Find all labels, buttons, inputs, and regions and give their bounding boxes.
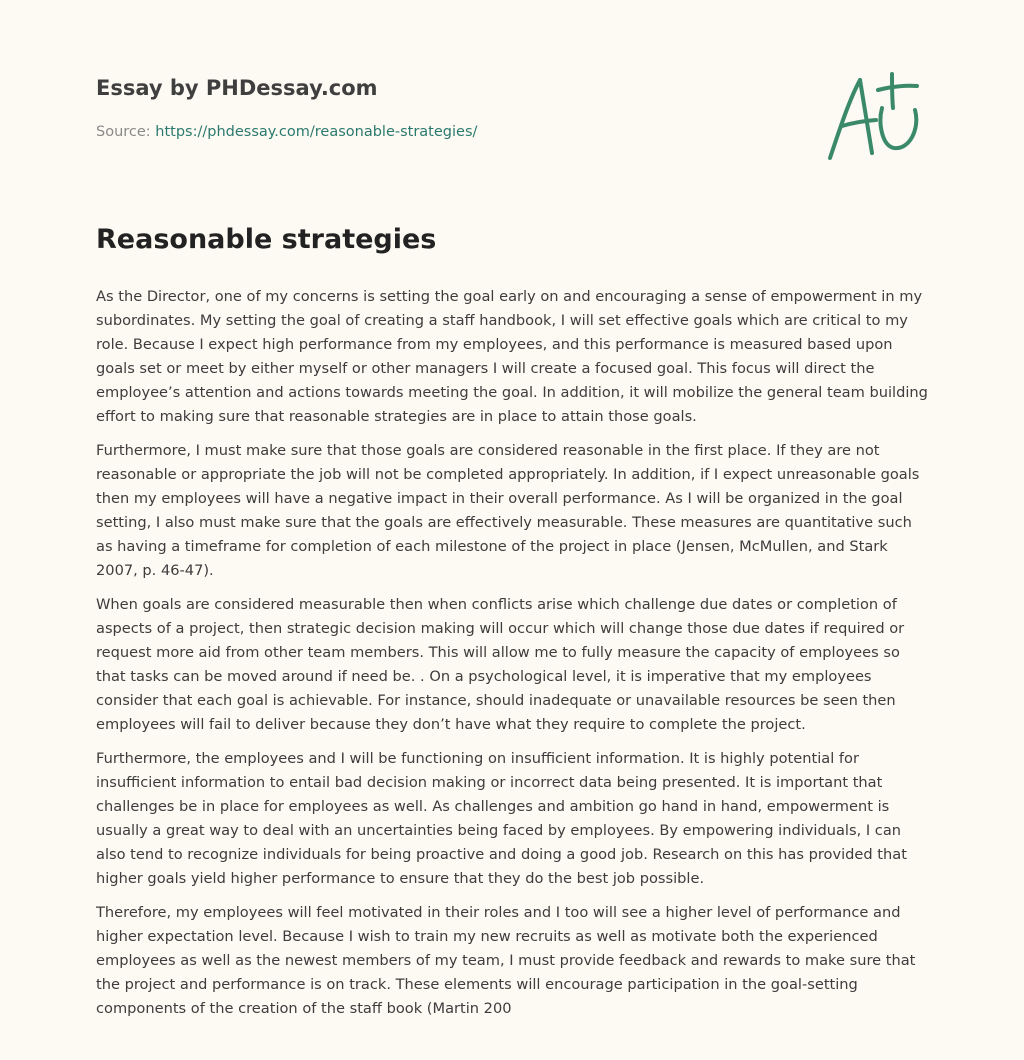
source-line — [96, 124, 477, 140]
source-label: Source: — [96, 124, 156, 140]
a-plus-logo-icon — [820, 68, 930, 168]
essay-title: Reasonable strategies — [96, 224, 437, 255]
site-brand: Essay by PHDessay.com — [96, 76, 378, 100]
source-link[interactable]: https://phdessay.com/reasonable-strategies/ — [155, 124, 478, 140]
essay-paragraph: As the Director, one of my concerns is setting the goal early on and encouraging a sense of empowerment in my subordinates. My setting the goal of creating a staff handbook, I will set effective goals which are critical to my role. Because I expect high performance from my employees, and this performance is measured based upon goals set or meet by either myself or other managers I will create a focused goal. This focus will direct the employee’s attention and actions towards meeting the goal. In addition, it will mobilize the general team building effort to making sure that reasonable strategies are in place to attain those goals. — [96, 288, 928, 425]
essay-paragraph: When goals are considered measurable then when conflicts arise which challenge due dates or completion of aspects of a project, then strategic decision making will occur which will change those due dates if required or request more aid from other team members. This will allow me to fully measure the capacity of employees so that tasks can be moved around if need be. . On a psychological level, it is imperative that my employees consider that each goal is achievable. For instance, should inadequate or unavailable resources be seen then employees will fail to deliver because they don’t have what they require to complete the project. — [96, 596, 905, 733]
essay-body — [96, 285, 930, 1031]
essay-paragraph: Furthermore, I must make sure that those goals are considered reasonable in the first place. If they are not reasonable or appropriate the job will not be completed appropriately. In addition, if I expect unreasonable goals then my employees will have a negative impact in their overall performance. As I will be organized in the goal setting, I also must make sure that the goals are effectively measurable. These measures are quantitative such as having a timeframe for completion of each milestone of the project in place (Jensen, McMullen, and Stark 2007, p. 46-47). — [96, 442, 920, 579]
essay-paragraph: Furthermore, the employees and I will be functioning on insufficient information. It is highly potential for insufficient information to entail bad decision making or incorrect data being presented. It is important that challenges be in place for employees as well. As challenges and ambition go hand in hand, empowerment is usually a great way to deal with an uncertainties being faced by employees. By empowering individuals, I can also tend to recognize individuals for being proactive and doing a good job. Research on this has provided that higher goals yield higher performance to ensure that they do the best job possible. — [96, 750, 907, 887]
essay-paragraph: Therefore, my employees will feel motivated in their roles and I too will see a higher level of performance and higher expectation level. Because I wish to train my new recruits as well as motivate both the experienced employees as well as the newest members of my team, I must provide feedback and rewards to make sure that the project and performance is on track. These elements will encourage participation in the goal-setting components of the creation of the staff book (Martin 200 — [96, 904, 916, 1017]
